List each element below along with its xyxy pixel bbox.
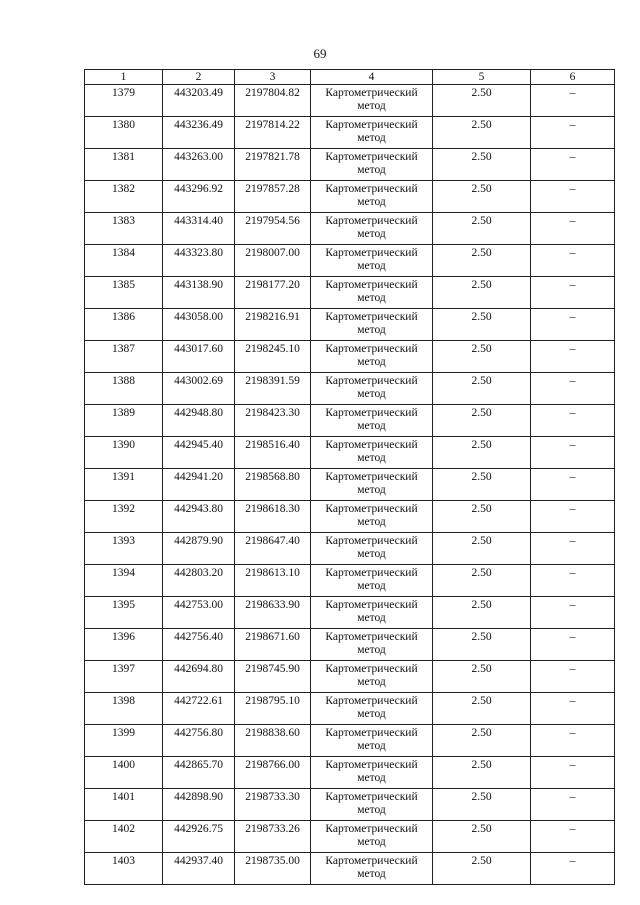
precision-cell: 2.50 [433, 181, 531, 213]
precision-cell: 2.50 [433, 565, 531, 597]
point-number-cell: 1385 [85, 277, 163, 309]
point-number-cell: 1391 [85, 469, 163, 501]
y-coordinate-cell: 2198245.10 [235, 341, 311, 373]
y-coordinate-cell: 2198568.80 [235, 469, 311, 501]
point-number-cell: 1381 [85, 149, 163, 181]
method-text-line2: метод [357, 228, 386, 240]
x-coordinate-cell: 443296.92 [163, 181, 235, 213]
x-coordinate-cell: 442948.80 [163, 405, 235, 437]
note-cell: – [531, 501, 615, 533]
note-cell: – [531, 341, 615, 373]
point-number-cell: 1401 [85, 789, 163, 821]
method-text-line2: метод [357, 484, 386, 496]
method-cell [311, 597, 433, 629]
method-text-line1: Картометрический [325, 535, 418, 547]
point-number-cell: 1392 [85, 501, 163, 533]
y-coordinate-cell: 2197954.56 [235, 213, 311, 245]
y-coordinate-cell: 2198838.60 [235, 725, 311, 757]
method-text-line1: Картометрический [325, 407, 418, 419]
table-row [85, 533, 615, 565]
y-coordinate-cell: 2198618.30 [235, 501, 311, 533]
method-text-line2: метод [357, 868, 386, 880]
precision-cell: 2.50 [433, 757, 531, 789]
page-number: 69 [313, 46, 327, 61]
header-row [85, 70, 615, 85]
x-coordinate-cell: 442756.80 [163, 725, 235, 757]
y-coordinate-cell: 2198423.30 [235, 405, 311, 437]
method-cell [311, 373, 433, 405]
precision-cell: 2.50 [433, 85, 531, 117]
method-text-line1: Картометрический [325, 279, 418, 291]
precision-cell: 2.50 [433, 117, 531, 149]
x-coordinate-cell: 442926.75 [163, 821, 235, 853]
method-cell [311, 533, 433, 565]
method-text-line2: метод [357, 324, 386, 336]
method-cell [311, 309, 433, 341]
table-row [85, 725, 615, 757]
method-cell [311, 661, 433, 693]
point-number-cell: 1397 [85, 661, 163, 693]
x-coordinate-cell: 442943.80 [163, 501, 235, 533]
point-number-cell: 1400 [85, 757, 163, 789]
method-cell [311, 245, 433, 277]
method-cell [311, 181, 433, 213]
table-row [85, 309, 615, 341]
y-coordinate-cell: 2198671.60 [235, 629, 311, 661]
method-text-line2: метод [357, 452, 386, 464]
table-row [85, 501, 615, 533]
method-text-line2: метод [357, 292, 386, 304]
method-text-line1: Картометрический [325, 343, 418, 355]
precision-cell: 2.50 [433, 693, 531, 725]
method-text-line2: метод [357, 644, 386, 656]
note-cell: – [531, 821, 615, 853]
method-text-line2: метод [357, 388, 386, 400]
point-number-cell: 1386 [85, 309, 163, 341]
table-row [85, 437, 615, 469]
x-coordinate-cell: 442879.90 [163, 533, 235, 565]
y-coordinate-cell: 2198745.90 [235, 661, 311, 693]
x-coordinate-cell: 443236.49 [163, 117, 235, 149]
note-cell: – [531, 213, 615, 245]
y-coordinate-cell: 2198647.40 [235, 533, 311, 565]
precision-cell: 2.50 [433, 629, 531, 661]
note-cell: – [531, 469, 615, 501]
method-cell [311, 629, 433, 661]
y-coordinate-cell: 2197814.22 [235, 117, 311, 149]
note-cell: – [531, 853, 615, 885]
method-text-line2: метод [357, 676, 386, 688]
method-text-line1: Картометрический [325, 759, 418, 771]
method-text-line2: метод [357, 804, 386, 816]
note-cell: – [531, 533, 615, 565]
note-cell: – [531, 277, 615, 309]
note-cell: – [531, 405, 615, 437]
precision-cell: 2.50 [433, 469, 531, 501]
note-cell: – [531, 789, 615, 821]
note-cell: – [531, 725, 615, 757]
method-cell [311, 789, 433, 821]
method-cell [311, 853, 433, 885]
coordinates-table [84, 69, 615, 885]
method-cell [311, 117, 433, 149]
y-coordinate-cell: 2197857.28 [235, 181, 311, 213]
method-text-line1: Картометрический [325, 151, 418, 163]
y-coordinate-cell: 2198516.40 [235, 437, 311, 469]
point-number-cell: 1389 [85, 405, 163, 437]
table-row [85, 853, 615, 885]
method-cell [311, 405, 433, 437]
x-coordinate-cell: 442898.90 [163, 789, 235, 821]
precision-cell: 2.50 [433, 533, 531, 565]
y-coordinate-cell: 2198735.00 [235, 853, 311, 885]
point-number-cell: 1383 [85, 213, 163, 245]
point-number-cell: 1380 [85, 117, 163, 149]
table-row [85, 789, 615, 821]
method-text-line2: метод [357, 740, 386, 752]
table-row [85, 757, 615, 789]
y-coordinate-cell: 2198733.30 [235, 789, 311, 821]
x-coordinate-cell: 442756.40 [163, 629, 235, 661]
method-text-line2: метод [357, 708, 386, 720]
method-text-line2: метод [357, 260, 386, 272]
y-coordinate-cell: 2198795.10 [235, 693, 311, 725]
method-text-line1: Картометрический [325, 631, 418, 643]
method-cell [311, 85, 433, 117]
table-row [85, 341, 615, 373]
method-text-line1: Картометрический [325, 727, 418, 739]
note-cell: – [531, 149, 615, 181]
note-cell: – [531, 245, 615, 277]
note-cell: – [531, 629, 615, 661]
note-cell: – [531, 85, 615, 117]
x-coordinate-cell: 443138.90 [163, 277, 235, 309]
table-row [85, 149, 615, 181]
y-coordinate-cell: 2198391.59 [235, 373, 311, 405]
precision-cell: 2.50 [433, 661, 531, 693]
point-number-cell: 1399 [85, 725, 163, 757]
precision-cell: 2.50 [433, 597, 531, 629]
note-cell: – [531, 373, 615, 405]
method-cell [311, 821, 433, 853]
method-text-line2: метод [357, 772, 386, 784]
x-coordinate-cell: 442945.40 [163, 437, 235, 469]
y-coordinate-cell: 2197821.78 [235, 149, 311, 181]
method-cell [311, 693, 433, 725]
precision-cell: 2.50 [433, 213, 531, 245]
table-row [85, 117, 615, 149]
note-cell: – [531, 437, 615, 469]
note-cell: – [531, 565, 615, 597]
method-text-line2: метод [357, 612, 386, 624]
table-row [85, 373, 615, 405]
precision-cell: 2.50 [433, 853, 531, 885]
y-coordinate-cell: 2198633.90 [235, 597, 311, 629]
note-cell: – [531, 693, 615, 725]
point-number-cell: 1379 [85, 85, 163, 117]
method-text-line1: Картометрический [325, 567, 418, 579]
column-header: 4 [311, 70, 433, 85]
table-row [85, 693, 615, 725]
method-text-line1: Картометрический [325, 247, 418, 259]
note-cell: – [531, 117, 615, 149]
x-coordinate-cell: 442722.61 [163, 693, 235, 725]
method-cell [311, 437, 433, 469]
x-coordinate-cell: 443314.40 [163, 213, 235, 245]
method-text-line1: Картометрический [325, 503, 418, 515]
note-cell: – [531, 181, 615, 213]
point-number-cell: 1394 [85, 565, 163, 597]
note-cell: – [531, 757, 615, 789]
method-text-line2: метод [357, 132, 386, 144]
x-coordinate-cell: 442694.80 [163, 661, 235, 693]
point-number-cell: 1390 [85, 437, 163, 469]
method-text-line1: Картометрический [325, 119, 418, 131]
method-text-line2: метод [357, 420, 386, 432]
y-coordinate-cell: 2198177.20 [235, 277, 311, 309]
method-text-line1: Картометрический [325, 471, 418, 483]
x-coordinate-cell: 443263.00 [163, 149, 235, 181]
method-text-line1: Картометрический [325, 823, 418, 835]
method-text-line1: Картометрический [325, 855, 418, 867]
method-cell [311, 341, 433, 373]
method-text-line2: метод [357, 196, 386, 208]
x-coordinate-cell: 442941.20 [163, 469, 235, 501]
method-cell [311, 213, 433, 245]
precision-cell: 2.50 [433, 373, 531, 405]
x-coordinate-cell: 443002.69 [163, 373, 235, 405]
method-cell [311, 469, 433, 501]
method-cell [311, 149, 433, 181]
table-row [85, 405, 615, 437]
table-row [85, 565, 615, 597]
column-header: 6 [531, 70, 615, 85]
point-number-cell: 1384 [85, 245, 163, 277]
table-row [85, 213, 615, 245]
precision-cell: 2.50 [433, 341, 531, 373]
table-row [85, 181, 615, 213]
y-coordinate-cell: 2197804.82 [235, 85, 311, 117]
table-row [85, 821, 615, 853]
table-row [85, 245, 615, 277]
x-coordinate-cell: 443017.60 [163, 341, 235, 373]
y-coordinate-cell: 2198007.00 [235, 245, 311, 277]
x-coordinate-cell: 442803.20 [163, 565, 235, 597]
y-coordinate-cell: 2198613.10 [235, 565, 311, 597]
precision-cell: 2.50 [433, 149, 531, 181]
column-header: 2 [163, 70, 235, 85]
x-coordinate-cell: 443058.00 [163, 309, 235, 341]
point-number-cell: 1403 [85, 853, 163, 885]
method-text-line2: метод [357, 548, 386, 560]
method-text-line2: метод [357, 356, 386, 368]
precision-cell: 2.50 [433, 405, 531, 437]
table-row [85, 597, 615, 629]
point-number-cell: 1395 [85, 597, 163, 629]
point-number-cell: 1387 [85, 341, 163, 373]
method-cell [311, 565, 433, 597]
table-row [85, 85, 615, 117]
method-text-line1: Картометрический [325, 311, 418, 323]
column-header: 5 [433, 70, 531, 85]
y-coordinate-cell: 2198733.26 [235, 821, 311, 853]
y-coordinate-cell: 2198766.00 [235, 757, 311, 789]
y-coordinate-cell: 2198216.91 [235, 309, 311, 341]
x-coordinate-cell: 443323.80 [163, 245, 235, 277]
x-coordinate-cell: 442753.00 [163, 597, 235, 629]
precision-cell: 2.50 [433, 245, 531, 277]
method-text-line1: Картометрический [325, 375, 418, 387]
table-row [85, 469, 615, 501]
table-row [85, 277, 615, 309]
method-text-line2: метод [357, 836, 386, 848]
point-number-cell: 1393 [85, 533, 163, 565]
method-text-line2: метод [357, 516, 386, 528]
point-number-cell: 1398 [85, 693, 163, 725]
method-text-line1: Картометрический [325, 663, 418, 675]
x-coordinate-cell: 442865.70 [163, 757, 235, 789]
x-coordinate-cell: 443203.49 [163, 85, 235, 117]
note-cell: – [531, 661, 615, 693]
note-cell: – [531, 597, 615, 629]
precision-cell: 2.50 [433, 309, 531, 341]
precision-cell: 2.50 [433, 821, 531, 853]
x-coordinate-cell: 442937.40 [163, 853, 235, 885]
method-text-line1: Картометрический [325, 87, 418, 99]
precision-cell: 2.50 [433, 501, 531, 533]
method-text-line1: Картометрический [325, 215, 418, 227]
method-cell [311, 277, 433, 309]
precision-cell: 2.50 [433, 725, 531, 757]
method-text-line2: метод [357, 164, 386, 176]
column-header: 3 [235, 70, 311, 85]
point-number-cell: 1382 [85, 181, 163, 213]
method-text-line1: Картометрический [325, 695, 418, 707]
precision-cell: 2.50 [433, 789, 531, 821]
method-cell [311, 501, 433, 533]
table-row [85, 661, 615, 693]
method-cell [311, 757, 433, 789]
method-text-line1: Картометрический [325, 439, 418, 451]
method-text-line2: метод [357, 100, 386, 112]
method-text-line1: Картометрический [325, 791, 418, 803]
table-row [85, 629, 615, 661]
precision-cell: 2.50 [433, 277, 531, 309]
column-header: 1 [85, 70, 163, 85]
point-number-cell: 1388 [85, 373, 163, 405]
point-number-cell: 1402 [85, 821, 163, 853]
method-cell [311, 725, 433, 757]
method-text-line1: Картометрический [325, 599, 418, 611]
note-cell: – [531, 309, 615, 341]
method-text-line2: метод [357, 580, 386, 592]
precision-cell: 2.50 [433, 437, 531, 469]
method-text-line1: Картометрический [325, 183, 418, 195]
point-number-cell: 1396 [85, 629, 163, 661]
